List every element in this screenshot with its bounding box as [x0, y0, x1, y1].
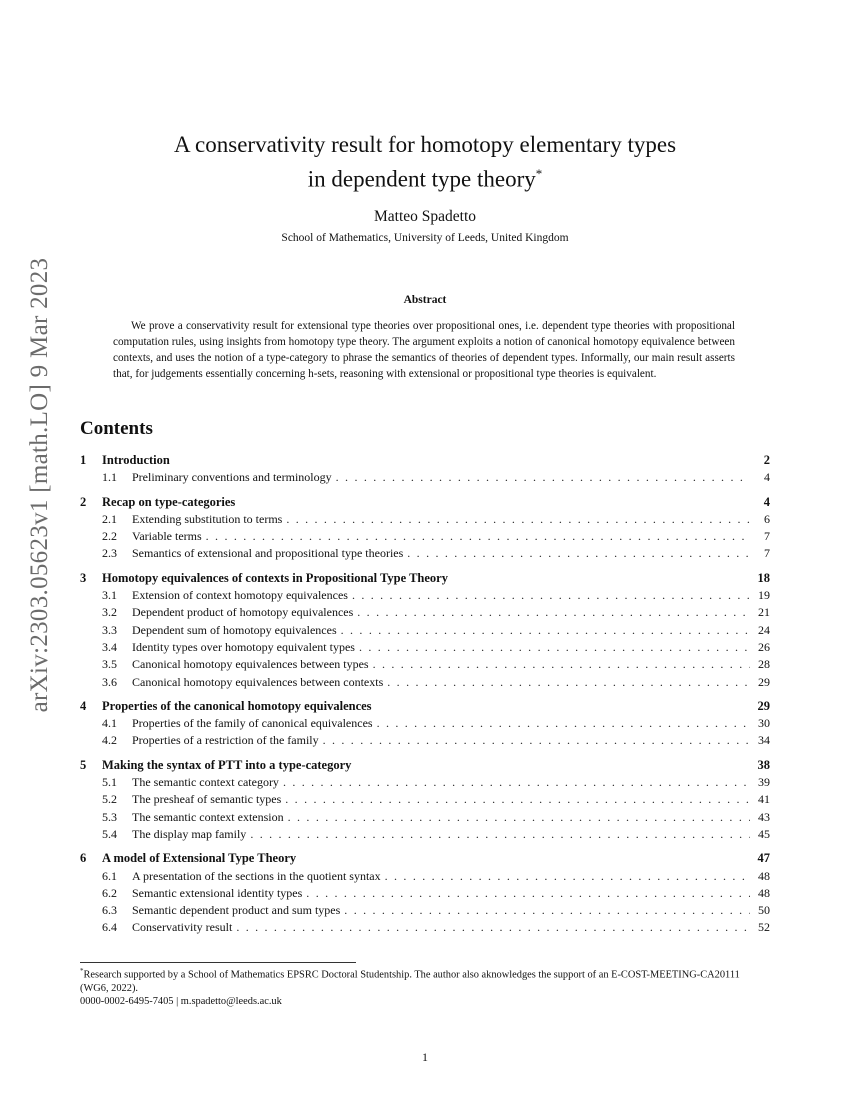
footnote-text: *Research supported by a School of Mathematics EPSRC Doctoral Studentship. The author also aknowledges the support of an E-COST-MEETING-CA20111 (WG6, 2022).	[80, 967, 740, 994]
toc-section-number: 1	[80, 453, 87, 467]
toc-section	[80, 850, 770, 936]
toc-subsection-link[interactable]	[80, 545, 770, 562]
toc-section-title: Homotopy equivalences of contexts in Propositional Type Theory	[102, 570, 448, 585]
toc-subsection-link[interactable]	[80, 587, 770, 604]
toc-subsection-link[interactable]	[80, 528, 770, 545]
toc-subsection-link[interactable]	[80, 826, 770, 843]
toc-section-page: 4	[763, 494, 770, 509]
toc-subsection-page: 48	[758, 885, 770, 900]
toc-subsection-title: Identity types over homotopy equivalent types	[132, 639, 355, 654]
toc-subsection-link[interactable]	[80, 511, 770, 528]
toc-subsection-title: The semantic context category	[132, 775, 279, 790]
toc-dot-leader	[286, 511, 750, 528]
toc-subsection-number: 5.1	[102, 775, 117, 790]
toc-subsection-page: 43	[758, 809, 770, 824]
title-line-2: in dependent type theory*	[307, 166, 543, 192]
footnote-rule	[80, 962, 356, 963]
toc-subsection-page: 39	[758, 775, 770, 790]
toc-dot-leader	[359, 639, 750, 656]
toc-subsection-number: 3.5	[102, 657, 117, 672]
toc-subsection-page: 21	[758, 605, 770, 620]
toc-subsection-title: Semantics of extensional and propositional type theories	[132, 546, 404, 561]
toc-section-link[interactable]	[80, 494, 770, 511]
toc-subsection-title: Semantic dependent product and sum types	[132, 903, 341, 918]
toc-subsection-title: Properties of a restriction of the family	[132, 733, 319, 748]
toc-subsection-title: Canonical homotopy equivalences between types	[132, 657, 369, 672]
footnote	[80, 965, 770, 1009]
title-footnote-mark: *	[535, 166, 543, 181]
toc-subsection-title: Extension of context homotopy equivalences	[132, 588, 348, 603]
toc-section-link[interactable]	[80, 757, 770, 774]
toc-subsection-number: 3.6	[102, 674, 117, 689]
toc-dot-leader	[288, 809, 750, 826]
toc-subsection-link[interactable]	[80, 715, 770, 732]
toc-dot-leader	[236, 919, 750, 936]
toc-dot-leader	[373, 656, 750, 673]
toc-subsection-page: 41	[758, 792, 770, 807]
toc-subsection-link[interactable]	[80, 656, 770, 673]
toc-subsection-title: Extending substitution to terms	[132, 511, 283, 526]
toc-subsection-page: 24	[758, 622, 770, 637]
toc-subsection-title: The presheaf of semantic types	[132, 792, 282, 807]
toc-subsection-title: Preliminary conventions and terminology	[132, 470, 332, 485]
toc-section-number: 5	[80, 757, 87, 772]
toc-subsection-link[interactable]	[80, 604, 770, 621]
toc-section	[80, 570, 770, 691]
toc-subsection-title: A presentation of the sections in the quotient syntax	[132, 868, 381, 883]
toc-subsection-link[interactable]	[80, 868, 770, 885]
toc-subsection-title: Variable terms	[132, 529, 202, 544]
toc-subsection-number: 5.3	[102, 809, 117, 824]
toc-subsection-link[interactable]	[80, 622, 770, 639]
toc-subsection-title: Conservativity result	[132, 920, 233, 935]
contents-heading: Contents	[80, 418, 153, 439]
author-contact: 0000-0002-6495-7405 | m.spadetto@leeds.ac.uk	[80, 996, 282, 1008]
toc-section-title: A model of Extensional Type Theory	[102, 851, 297, 866]
toc-dot-leader	[352, 587, 750, 604]
page-number: 1	[422, 1050, 428, 1064]
toc-subsection-title: Semantic extensional identity types	[132, 885, 303, 900]
toc-subsection-number: 5.4	[102, 826, 117, 841]
arxiv-id: arXiv:2303.05623v1 [math.LO] 9 Mar 2023	[26, 257, 53, 713]
toc-subsection-number: 6.2	[102, 885, 117, 900]
toc-subsection-link[interactable]	[80, 791, 770, 808]
toc-section-page: 47	[757, 851, 770, 866]
toc-section-title: Properties of the canonical homotopy equivalences	[102, 698, 372, 713]
toc-dot-leader	[387, 674, 750, 691]
toc-subsection-number: 2.1	[102, 511, 117, 526]
toc-subsection-number: 6.4	[102, 920, 117, 935]
toc-subsection-title: Properties of the family of canonical equivalences	[132, 716, 373, 731]
toc-section-link[interactable]	[80, 452, 770, 469]
toc-section-number: 3	[80, 570, 87, 585]
toc-subsection-link[interactable]	[80, 774, 770, 791]
toc-subsection-number: 3.3	[102, 622, 117, 637]
toc-subsection-page: 7	[764, 546, 770, 561]
toc-subsection-number: 4.2	[102, 733, 117, 748]
abstract-heading: Abstract	[403, 294, 447, 306]
toc-subsection-page: 34	[758, 733, 770, 748]
toc-subsection-page: 19	[758, 588, 770, 603]
toc-subsection-page: 26	[758, 639, 770, 654]
toc-dot-leader	[306, 885, 750, 902]
toc-section-link[interactable]	[80, 570, 770, 587]
toc-dot-leader	[407, 545, 750, 562]
author-affiliation: School of Mathematics, University of Leeds, United Kingdom	[281, 232, 569, 244]
toc-dot-leader	[341, 622, 750, 639]
toc-subsection-link[interactable]	[80, 732, 770, 749]
toc-subsection-number: 4.1	[102, 716, 117, 731]
toc-subsection-number: 6.1	[102, 868, 117, 883]
toc-section-number: 4	[80, 698, 87, 713]
toc-subsection-page: 6	[764, 511, 770, 526]
toc-subsection-number: 2.3	[102, 546, 117, 561]
toc-subsection-link[interactable]	[80, 469, 770, 486]
toc-dot-leader	[357, 604, 750, 621]
toc-dot-leader	[206, 528, 750, 545]
toc-subsection-page: 45	[758, 826, 770, 841]
toc-subsection-page: 28	[758, 657, 770, 672]
author-name: Matteo Spadetto	[373, 208, 477, 225]
table-of-contents	[80, 452, 770, 944]
toc-subsection-number: 2.2	[102, 529, 117, 544]
toc-section-page: 18	[757, 570, 770, 585]
toc-subsection-number: 6.3	[102, 903, 117, 918]
toc-section-number: 2	[80, 494, 87, 509]
toc-dot-leader	[285, 791, 750, 808]
toc-subsection-number: 1.1	[102, 470, 117, 485]
toc-subsection-page: 48	[758, 868, 770, 883]
toc-subsection-page: 52	[758, 920, 770, 935]
toc-dot-leader	[250, 826, 750, 843]
toc-subsection-number: 3.1	[102, 588, 117, 603]
toc-subsection-title: The semantic context extension	[132, 809, 284, 824]
arxiv-sidebar-stamp	[20, 250, 60, 720]
toc-subsection-number: 3.2	[102, 605, 117, 620]
toc-section	[80, 494, 770, 563]
toc-subsection-page: 4	[764, 470, 770, 485]
title-line-1: A conservativity result for homotopy elementary types	[173, 132, 677, 157]
toc-subsection-title: Dependent product of homotopy equivalences	[132, 605, 354, 620]
toc-section-title: Introduction	[102, 453, 170, 467]
toc-section	[80, 757, 770, 843]
toc-dot-leader	[283, 774, 750, 791]
toc-subsection-page: 30	[758, 716, 770, 731]
toc-section	[80, 698, 770, 750]
toc-subsection-link[interactable]	[80, 885, 770, 902]
toc-section-page: 29	[757, 698, 770, 713]
toc-section-title: Recap on type-categories	[102, 494, 236, 509]
toc-subsection-page: 50	[758, 903, 770, 918]
toc-subsection-link[interactable]	[80, 902, 770, 919]
toc-dot-leader	[323, 732, 750, 749]
toc-subsection-link[interactable]	[80, 674, 770, 691]
abstract-text: We prove a conservativity result for extensional type theories over propositional ones, i.e. dependent type theories with propositional computation rules, using insights from homotopy type theory. The argument exploits a notion of canonical homotopy equivalence between contexts, and uses the notion of a type-category to phrase the semantics of theories of dependent types. Informally, our main result asserts that, for judgements essentially concerning h-sets, reasoning with extensional or propositional type theories is equivalent.	[113, 320, 735, 380]
toc-section	[80, 452, 770, 487]
toc-section-number: 6	[80, 851, 87, 866]
toc-subsection-title: Dependent sum of homotopy equivalences	[132, 622, 337, 637]
toc-subsection-link[interactable]	[80, 639, 770, 656]
toc-subsection-page: 7	[764, 529, 770, 544]
toc-dot-leader	[336, 469, 750, 486]
toc-section-link[interactable]	[80, 850, 770, 867]
toc-section-link[interactable]	[80, 698, 770, 715]
toc-subsection-title: The display map family	[132, 826, 247, 841]
toc-section-page: 2	[763, 453, 770, 467]
toc-dot-leader	[377, 715, 750, 732]
toc-subsection-link[interactable]	[80, 809, 770, 826]
toc-section-title: Making the syntax of PTT into a type-category	[102, 757, 352, 772]
toc-subsection-title: Canonical homotopy equivalences between contexts	[132, 674, 384, 689]
toc-subsection-link[interactable]	[80, 919, 770, 936]
toc-subsection-number: 5.2	[102, 792, 117, 807]
toc-section-page: 38	[757, 757, 770, 772]
toc-dot-leader	[344, 902, 750, 919]
toc-subsection-page: 29	[758, 674, 770, 689]
paper-title	[0, 130, 850, 194]
toc-subsection-number: 3.4	[102, 639, 117, 654]
footnote-mark: *	[80, 967, 84, 975]
toc-dot-leader	[385, 868, 750, 885]
